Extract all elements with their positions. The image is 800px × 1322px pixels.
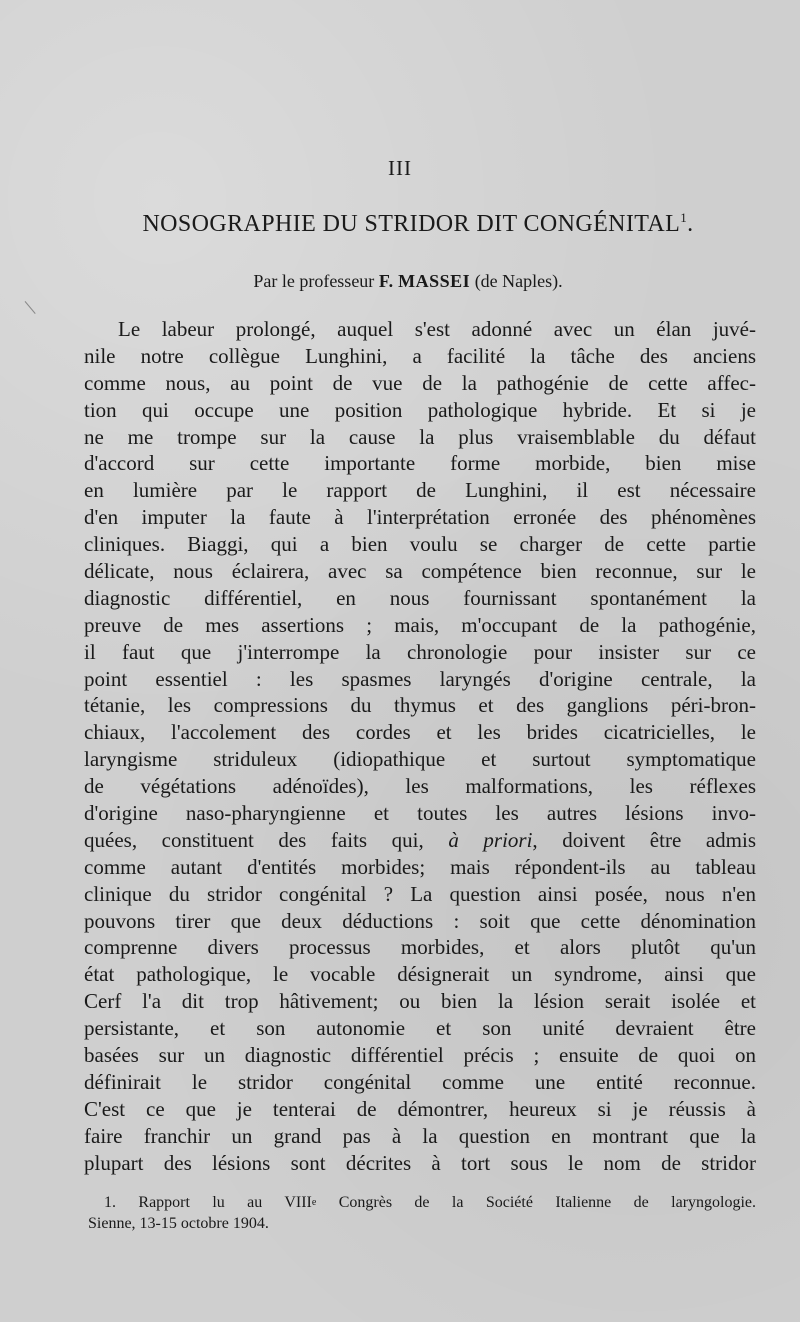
text-line: C'est ce que je tenterai de démontrer, heureux si je réussis à <box>84 1096 756 1121</box>
footnote-reference: 1 <box>680 210 688 225</box>
text-line: cliniques. Biaggi, qui a bien voulu se charger de cette partie <box>84 532 756 557</box>
footnote-marker: 1. <box>104 1194 116 1211</box>
text-line: ne me trompe sur la cause la plus vraisemblable du défaut <box>84 424 756 449</box>
author-name: MASSEI <box>398 271 471 291</box>
text-segment: , doivent être admis <box>532 827 757 852</box>
byline <box>0 271 800 292</box>
text-line: clinique du stridor congénital ? La question ainsi posée, nous n'en <box>84 881 756 906</box>
footnote-line: Sienne, 13-15 octobre 1904. <box>88 1215 269 1232</box>
footnote <box>88 1192 756 1234</box>
text-line: délicate, nous éclairera, avec sa compétence bien reconnue, sur le <box>84 559 756 584</box>
text-line: tétanie, les compressions du thymus et des ganglions péri-bron- <box>84 693 756 718</box>
author-initial: F. <box>378 271 394 291</box>
footnote-text: Congrès de la Société Italienne de laryngologie. <box>316 1194 757 1211</box>
text-line: diagnostic différentiel, en nous fournissant spontanément la <box>84 585 756 610</box>
text-line: chiaux, l'accolement des cordes et les brides cicatricielles, le <box>84 720 756 745</box>
ordinal-suffix: e <box>311 1197 317 1208</box>
author-affiliation: (de Naples). <box>474 271 563 291</box>
text-line: d'en imputer la faute à l'interprétation erronée des phénomènes <box>84 505 756 530</box>
italic-phrase: à priori <box>448 827 533 852</box>
text-line: nile notre collègue Lunghini, a facilité la tâche des anciens <box>84 343 756 368</box>
footnote-line <box>88 1192 756 1213</box>
byline-prefix: Par le professeur <box>253 271 375 291</box>
text-line: faire franchir un grand pas à la question en montrant que la <box>84 1123 756 1148</box>
body-text <box>84 316 756 1177</box>
text-line: comprenne divers processus morbides, et alors plutôt qu'un <box>84 935 756 960</box>
text-line: plupart des lésions sont décrites à tort sous le nom de stridor <box>84 1150 756 1175</box>
footnote-text: Rapport lu au VIII <box>138 1194 312 1211</box>
text-line: d'accord sur cette importante forme morbide, bien mise <box>84 451 756 476</box>
text-line: en lumière par le rapport de Lunghini, il est nécessaire <box>84 478 756 503</box>
text-line: Cerf l'a dit trop hâtivement; ou bien la lésion serait isolée et <box>84 989 756 1014</box>
title-text: NOSOGRAPHIE DU STRIDOR DIT CONGÉNITAL <box>142 211 681 237</box>
text-line: comme autant d'entités morbides; mais répondent-ils au tableau <box>84 854 756 879</box>
text-line: état pathologique, le vocable désignerait un syndrome, ainsi que <box>84 962 756 987</box>
text-line: il faut que j'interrompe la chronologie pour insister sur ce <box>84 639 756 664</box>
text-line: d'origine naso-pharyngienne et toutes les autres lésions invo- <box>84 801 756 826</box>
title-period: . <box>687 211 694 237</box>
text-segment: quées, constituent des faits qui, <box>84 827 424 852</box>
margin-mark <box>25 292 47 314</box>
text-line: comme nous, au point de vue de la pathogénie de cette affec- <box>84 370 756 395</box>
text-line: laryngisme striduleux (idiopathique et surtout symptomatique <box>84 747 756 772</box>
text-line: point essentiel : les spasmes laryngés d'origine centrale, la <box>84 666 756 691</box>
text-line: définirait le stridor congénital comme une entité reconnue. <box>84 1069 756 1094</box>
text-line: basées sur un diagnostic différentiel précis ; ensuite de quoi on <box>84 1043 756 1068</box>
text-line: tion qui occupe une position pathologique hybride. Et si je <box>84 397 756 422</box>
text-line: pouvons tirer que deux déductions : soit que cette dénomination <box>84 908 756 933</box>
chapter-number: III <box>388 156 412 180</box>
text-line: persistante, et son autonomie et son unité devraient être <box>84 1016 756 1041</box>
text-line-with-italic <box>84 827 756 854</box>
article-title <box>0 211 800 238</box>
text-line: Le labeur prolongé, auquel s'est adonné avec un élan juvé- <box>118 317 756 341</box>
text-line: preuve de mes assertions ; mais, m'occupant de la pathogénie, <box>84 612 756 637</box>
text-line: de végétations adénoïdes), les malformations, les réflexes <box>84 774 756 799</box>
